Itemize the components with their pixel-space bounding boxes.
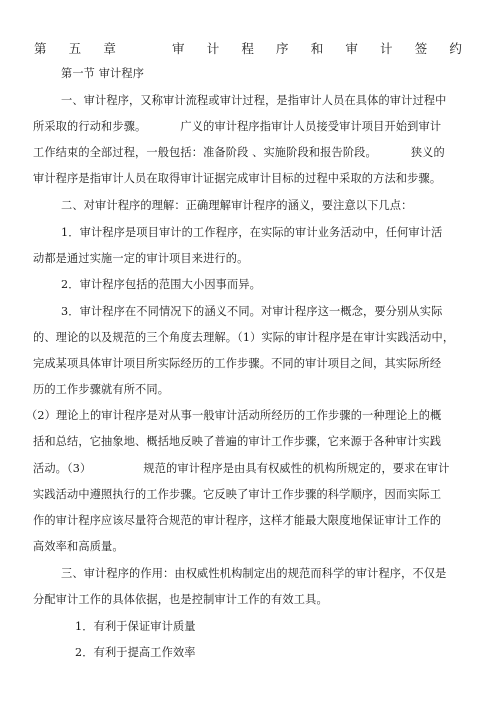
title-char: 计 bbox=[206, 41, 220, 56]
section-heading: 第一节 审计程序 bbox=[61, 67, 145, 80]
title-char: 签 bbox=[414, 41, 428, 56]
paragraph-line: 审计程序是指审计人员在取得审计证据完成审计目标的过程中采取的方法和步骤。 bbox=[33, 172, 442, 185]
title-char: 审 bbox=[345, 41, 358, 56]
paragraph-line bbox=[33, 119, 441, 135]
paragraph-line: 高效率和高质量。 bbox=[33, 540, 124, 553]
paragraph-line bbox=[33, 145, 445, 161]
paragraph-line: 分配审计工作的具体依据，也是控制审计工作的有效工具。 bbox=[33, 593, 328, 606]
title-char: 约 bbox=[449, 41, 462, 56]
paragraph-line: 动都是通过实施一定的审计项目来进行的。 bbox=[33, 252, 249, 265]
title-char: 第 bbox=[34, 41, 47, 56]
list-item: 2．有利于提高工作效率 bbox=[75, 646, 196, 659]
paragraph-line: 2．审计程序包括的范围大小因事而异。 bbox=[61, 278, 262, 291]
paragraph-line: 1．审计程序是项目审计的工作程序，在实际的审计业务活动中，任何审计活 bbox=[61, 226, 443, 239]
title-char: 和 bbox=[310, 41, 324, 56]
text-run: 狭义的 bbox=[410, 146, 445, 159]
paragraph-line: 3．审计程序在不同情况下的涵义不同。对审计程序这一概念，要分别从实际 bbox=[61, 305, 443, 318]
text-run: 活动。（3） bbox=[33, 462, 92, 475]
title-char: 章 bbox=[103, 41, 116, 56]
title-char: 五 bbox=[68, 41, 82, 56]
title-char: 序 bbox=[276, 41, 289, 56]
paragraph-line: 一、审计程序，又称审计流程或审计过程，是指审计人员在具体的审计过程中 bbox=[61, 94, 447, 107]
title-char: 程 bbox=[241, 41, 254, 56]
text-run: 规范的审计程序是由具有权威性的机构所规定的，要求在审计 bbox=[143, 462, 450, 475]
title-char: 审 bbox=[172, 41, 185, 56]
chapter-title bbox=[34, 40, 462, 58]
paragraph-line: 的、理论的以及规范的三个角度去理解。（1）实际的审计程序是在审计实践活动中， bbox=[33, 331, 455, 344]
paragraph-line: 二、对审计程序的理解：正确理解审计程序的涵义，要注意以下几点： bbox=[61, 199, 413, 212]
text-run: 工作结束的全部过程，一般包括：准备阶段 、实施阶段和报告阶段。 bbox=[33, 146, 377, 159]
paragraph-line: 作的审计程序应该尽量符合规范的审计程序，这样才能最大限度地保证审计工作的 bbox=[33, 514, 442, 527]
paragraph-line bbox=[33, 461, 449, 477]
paragraph-line: 实践活动中遵照执行的工作步骤。它反映了审计工作步骤的科学顺序，因而实际工 bbox=[33, 488, 442, 501]
text-run: 广义的审计程序指审计人员接受审计项目开始到审计 bbox=[180, 120, 442, 133]
paragraph-line: （2）理论上的审计程序是对从事一般审计活动所经历的工作步骤的一种理论上的概 bbox=[26, 409, 442, 422]
list-item: 1．有利于保证审计质量 bbox=[75, 620, 196, 633]
title-char: 计 bbox=[380, 41, 393, 56]
paragraph-line: 完成某项具体审计项目所实际经历的工作步骤。不同的审计项目之间，其实际所经 bbox=[33, 357, 442, 370]
text-run: 所采取的行动和步骤。 bbox=[33, 120, 147, 133]
paragraph-line: 括和总结，它抽象地、概括地反映了普遍的审计工作步骤，它来源于各种审计实践 bbox=[33, 435, 442, 448]
paragraph-line: 三、审计程序的作用：由权威性机构制定出的规范而科学的审计程序，不仅是 bbox=[61, 567, 447, 580]
paragraph-line: 历的工作步骤就有所不同。 bbox=[33, 383, 170, 396]
